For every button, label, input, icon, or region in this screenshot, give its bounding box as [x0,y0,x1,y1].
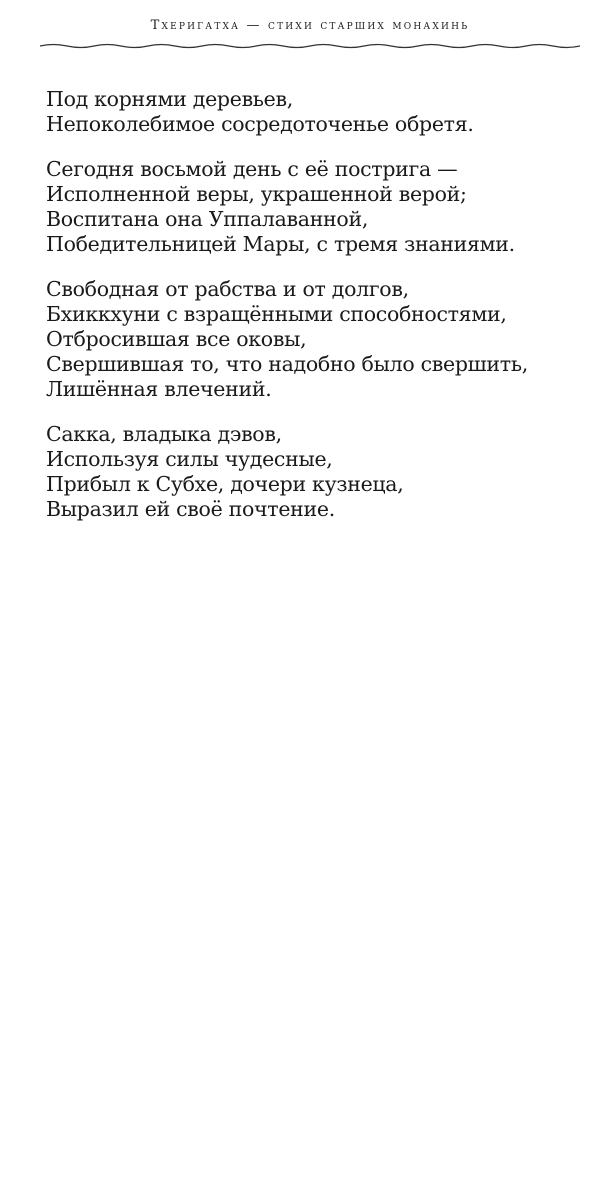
poem-line: Сегодня восьмой день с её пострига — [46,157,458,181]
poem-line: Сакка, владыка дэвов, [46,422,282,446]
poem-line: Свободная от рабства и от долгов, [46,277,409,301]
poem-line: Используя силы чудесные, [46,447,333,471]
stanza-2 [46,157,576,257]
poem-line: Непоколебимое сосредоточенье обретя. [46,112,474,136]
poem-line: Прибыл к Субхе, дочери кузнеца, [46,472,404,496]
stanza-4 [46,422,576,522]
poem-line: Под корнями деревьев, [46,87,293,111]
header-rule [40,42,580,50]
poem-line: Воспитана она Уппалаванной, [46,207,369,231]
stanza-3 [46,277,576,402]
poem-line: Отбросившая все оковы, [46,327,307,351]
poem-line: Лишённая влечений. [46,377,272,401]
poem-line: Свершившая то, что надобно было свершить, [46,352,528,376]
running-head: Тхеригатха — стихи старших монахинь [150,18,470,33]
poem-line: Выразил ей своё почтение. [46,497,335,521]
poem-line: Победительницей Мары, с тремя знаниями. [46,232,515,256]
stanza-1 [46,87,576,137]
poem-body [46,87,576,542]
poem-line: Исполненной веры, украшенной верой; [46,182,467,206]
poem-line: Бхиккхуни с взращёнными способностями, [46,302,507,326]
